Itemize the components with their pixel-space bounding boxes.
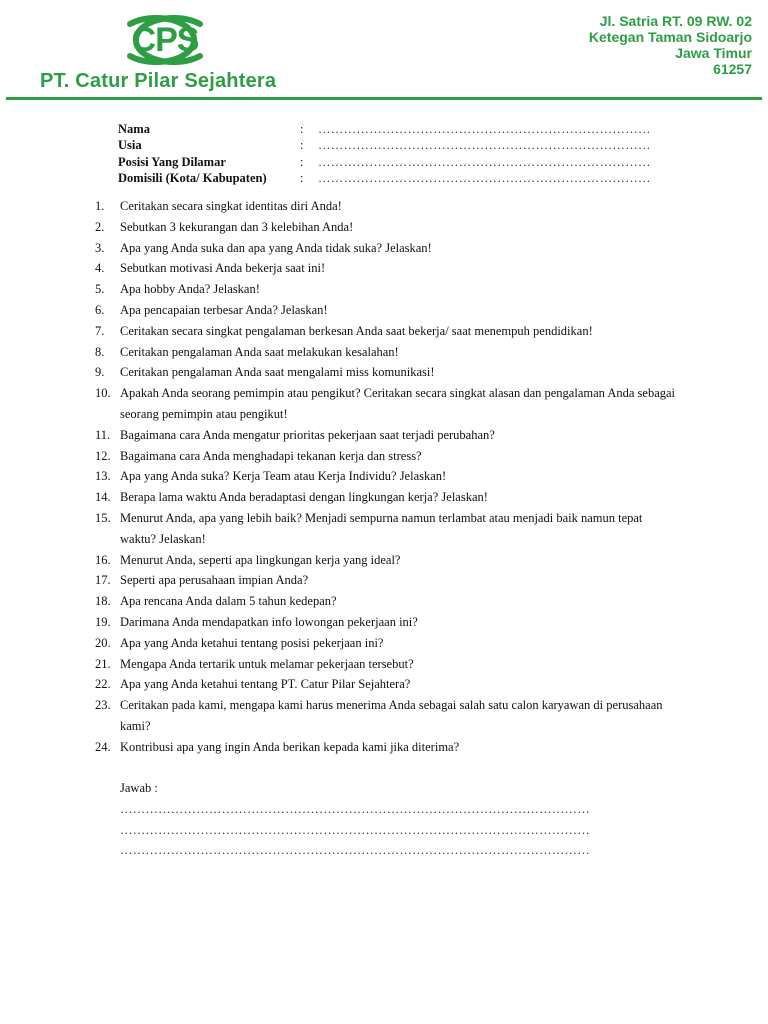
question-text: Ceritakan pada kami, mengapa kami harus menerima Anda sebagai salah satu calon karyawan di perusahaan kami? — [120, 698, 663, 733]
list-item — [95, 425, 680, 446]
list-item — [95, 196, 680, 217]
question-text: Apa yang Anda ketahui tentang PT. Catur Pilar Sejahtera? — [120, 677, 411, 692]
question-number: 3. — [95, 240, 105, 255]
question-number: 20. — [95, 635, 111, 650]
list-item — [95, 550, 680, 571]
question-number: 22. — [95, 677, 111, 692]
question-text: Apa yang Anda suka dan apa yang Anda tidak suka? Jelaskan! — [120, 240, 432, 255]
list-item — [95, 654, 680, 675]
question-text: Bagaimana cara Anda mengatur prioritas pekerjaan saat terjadi perubahan? — [120, 427, 495, 442]
question-text: Apa rencana Anda dalam 5 tahun kedepan? — [120, 594, 337, 609]
identity-row-nama — [118, 121, 651, 138]
question-text: Berapa lama waktu Anda beradaptasi dengan lingkungan kerja? Jelaskan! — [120, 490, 488, 505]
question-number: 11. — [95, 427, 111, 442]
identity-colon: : — [300, 171, 304, 186]
answer-line: ………………………………………………………………………………………………… — [120, 801, 590, 816]
list-item — [95, 300, 680, 321]
list-item — [95, 633, 680, 654]
list-item — [95, 383, 680, 425]
list-item — [95, 279, 680, 300]
question-text: Ceritakan secara singkat pengalaman berkesan Anda saat bekerja/ saat menempuh pendidikan! — [120, 323, 593, 338]
question-text: Apa yang Anda suka? Kerja Team atau Kerja Individu? Jelaskan! — [120, 469, 447, 484]
list-item — [95, 466, 680, 487]
list-item — [95, 737, 680, 758]
answer-line: ………………………………………………………………………………………………… — [120, 843, 590, 858]
identity-form — [118, 121, 651, 187]
question-number: 18. — [95, 594, 111, 609]
identity-label: Domisili (Kota/ Kabupaten) — [118, 171, 267, 186]
logo-text: CPS — [131, 21, 199, 59]
question-text: Mengapa Anda tertarik untuk melamar pekerjaan tersebut? — [120, 656, 414, 671]
list-item — [95, 508, 680, 550]
question-number: 10. — [95, 386, 111, 401]
list-item — [95, 217, 680, 238]
question-text: Menurut Anda, seperti apa lingkungan kerja yang ideal? — [120, 552, 401, 567]
company-logo — [100, 14, 230, 66]
list-item — [95, 591, 680, 612]
identity-row-domisili — [118, 171, 651, 188]
identity-row-posisi — [118, 154, 651, 171]
identity-fill-line: …………………………………………………………………… — [318, 121, 651, 136]
question-number: 17. — [95, 573, 111, 588]
list-item — [95, 612, 680, 633]
question-text: Menurut Anda, apa yang lebih baik? Menjadi sempurna namun terlambat atau menjadi baik namun tepat waktu? Jelaskan! — [120, 510, 643, 546]
identity-fill-line: …………………………………………………………………… — [318, 154, 651, 169]
question-text: Ceritakan secara singkat identitas diri Anda! — [120, 199, 342, 213]
identity-colon: : — [300, 121, 304, 136]
question-text: Ceritakan pengalaman Anda saat melakukan kesalahan! — [120, 344, 399, 359]
list-item — [95, 446, 680, 467]
question-number: 16. — [95, 552, 111, 567]
question-number: 19. — [95, 614, 111, 629]
question-number: 2. — [95, 219, 105, 234]
question-text: Kontribusi apa yang ingin Anda berikan kepada kami jika diterima? — [120, 739, 460, 754]
identity-label: Usia — [118, 138, 142, 153]
identity-fill-line: …………………………………………………………………… — [318, 138, 651, 153]
list-item — [95, 674, 680, 695]
question-text: Ceritakan pengalaman Anda saat mengalami miss komunikasi! — [120, 365, 435, 380]
list-item — [95, 570, 680, 591]
question-text: Apa hobby Anda? Jelaskan! — [120, 282, 260, 297]
question-number: 5. — [95, 282, 105, 297]
identity-fill-line: …………………………………………………………………… — [318, 171, 651, 186]
list-item — [95, 321, 680, 342]
list-item — [95, 238, 680, 259]
question-number: 1. — [95, 199, 105, 213]
company-address — [589, 13, 752, 77]
question-text: Apakah Anda seorang pemimpin atau pengikut? Ceritakan secara singkat alasan dan pengalaman Anda sebagai seorang pemimpin atau pengikut! — [120, 386, 676, 421]
identity-label: Nama — [118, 121, 150, 136]
list-item — [95, 695, 680, 737]
list-item — [95, 362, 680, 383]
address-line: 61257 — [713, 61, 752, 77]
question-text: Sebutkan motivasi Anda bekerja saat ini! — [120, 261, 326, 276]
question-text: Darimana Anda mendapatkan info lowongan pekerjaan ini? — [120, 614, 418, 629]
address-line: Jl. Satria RT. 09 RW. 02 — [599, 13, 752, 29]
answer-label: Jawab : — [120, 781, 158, 795]
question-number: 21. — [95, 656, 111, 671]
question-number: 13. — [95, 469, 111, 484]
company-name: PT. Catur Pilar Sejahtera — [40, 70, 277, 92]
question-number: 12. — [95, 448, 111, 463]
question-text: Apa yang Anda ketahui tentang posisi pekerjaan ini? — [120, 635, 384, 650]
question-number: 4. — [95, 261, 105, 276]
identity-row-usia — [118, 138, 651, 155]
question-number: 15. — [95, 510, 111, 525]
question-number: 8. — [95, 344, 105, 359]
list-item — [95, 258, 680, 279]
list-item — [95, 342, 680, 363]
question-text: Bagaimana cara Anda menghadapi tekanan kerja dan stress? — [120, 448, 422, 463]
question-number: 24. — [95, 739, 111, 754]
identity-label: Posisi Yang Dilamar — [118, 154, 226, 169]
answer-line: ………………………………………………………………………………………………… — [120, 822, 590, 837]
question-number: 14. — [95, 490, 111, 505]
identity-colon: : — [300, 154, 304, 169]
question-number: 6. — [95, 302, 105, 317]
address-line: Jawa Timur — [675, 45, 752, 61]
question-text: Apa pencapaian terbesar Anda? Jelaskan! — [120, 302, 328, 317]
answer-section — [120, 778, 590, 861]
question-number: 9. — [95, 365, 105, 380]
question-list — [95, 196, 680, 758]
header-divider — [6, 97, 762, 100]
question-text: Sebutkan 3 kekurangan dan 3 kelebihan Anda! — [120, 219, 354, 234]
question-text: Seperti apa perusahaan impian Anda? — [120, 573, 309, 588]
list-item — [95, 487, 680, 508]
question-number: 7. — [95, 323, 105, 338]
identity-colon: : — [300, 138, 304, 153]
question-number: 23. — [95, 698, 111, 713]
address-line: Ketegan Taman Sidoarjo — [588, 29, 752, 45]
